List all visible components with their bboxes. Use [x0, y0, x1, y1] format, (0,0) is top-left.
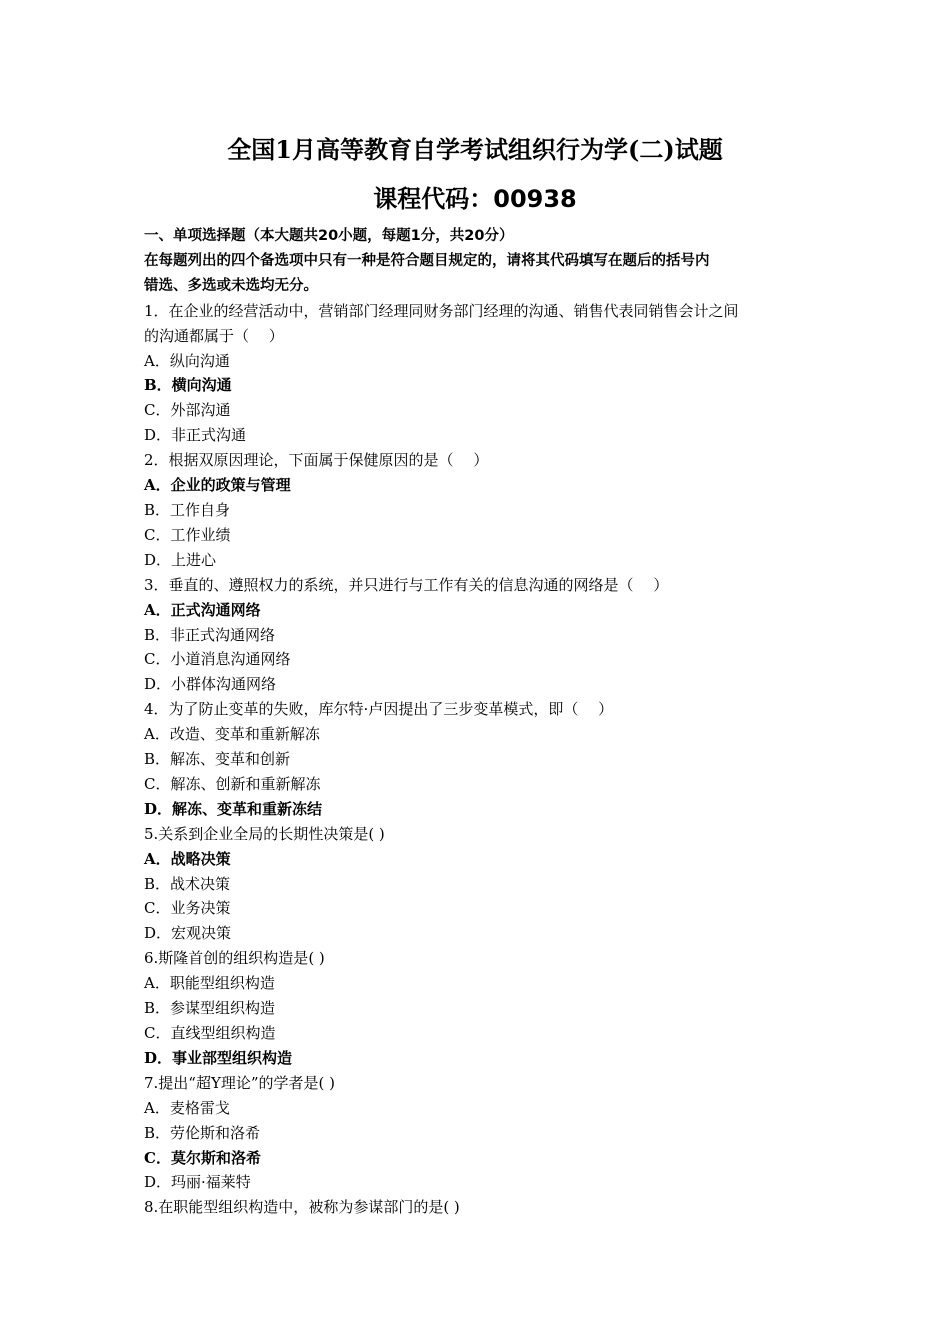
question-8 — [144, 1195, 812, 1220]
option-a-answer: A．正式沟通网络 — [144, 600, 261, 619]
option-b: B．劳伦斯和洛希 — [144, 1123, 261, 1142]
option-a: A．改造、变革和重新解冻 — [144, 725, 320, 744]
document-title: 全国1月高等教育自学考试组织行为学(二)试题 — [227, 135, 723, 164]
option-a: A．麦格雷戈 — [144, 1098, 230, 1117]
option-d-answer: D．解冻、变革和重新冻结 — [144, 799, 323, 818]
option-a: A．职能型组织构造 — [144, 974, 275, 993]
option-b: B．战术决策 — [144, 874, 231, 893]
question-5 — [144, 822, 812, 947]
option-b: B．工作自身 — [144, 500, 231, 519]
option-b: B．参谋型组织构造 — [144, 999, 276, 1018]
course-code: 课程代码：00938 — [373, 185, 577, 213]
option-d: D．玛丽·福莱特 — [144, 1173, 251, 1192]
option-a-answer: A．企业的政策与管理 — [144, 476, 291, 495]
option-b: B．非正式沟通网络 — [144, 625, 276, 644]
document-body — [144, 224, 812, 1220]
question-1 — [144, 299, 812, 448]
question-stem: 1．在企业的经营活动中，营销部门经理同财务部门经理的沟通、销售代表同销售会计之间 — [144, 301, 739, 320]
question-stem: 5.关系到企业全局的长期性决策是( ) — [144, 824, 385, 843]
question-4 — [144, 697, 812, 822]
option-c: C．小道消息沟通网络 — [144, 650, 291, 669]
option-d: D．宏观决策 — [144, 924, 232, 943]
question-stem: 8.在职能型组织构造中，被称为参谋部门的是( ) — [144, 1198, 460, 1217]
option-c: C．外部沟通 — [144, 401, 231, 420]
question-2 — [144, 448, 812, 573]
option-b-answer: B．横向沟通 — [144, 376, 232, 395]
question-3 — [144, 573, 812, 698]
option-c-answer: C．莫尔斯和洛希 — [144, 1148, 261, 1167]
option-a-answer: A．战略决策 — [144, 849, 231, 868]
question-stem: 2．根据双原因理论，下面属于保健原因的是（ ） — [144, 451, 489, 470]
question-stem: 4．为了防止变革的失败，库尔特·卢因提出了三步变革模式，即（ ） — [144, 700, 614, 719]
option-d-answer: D．事业部型组织构造 — [144, 1048, 293, 1067]
option-c: C．工作业绩 — [144, 525, 231, 544]
question-7 — [144, 1071, 812, 1196]
question-stem: 7.提出“超Y理论”的学者是( ) — [144, 1073, 336, 1092]
option-c: C．业务决策 — [144, 899, 231, 918]
option-a: A．纵向沟通 — [144, 351, 230, 370]
instruction-line-2: 错选、多选或未选均无分。 — [144, 277, 318, 294]
question-6 — [144, 946, 812, 1071]
option-c: C．直线型组织构造 — [144, 1024, 276, 1042]
question-stem: 3．垂直的、遵照权力的系统，并只进行与工作有关的信息沟通的网络是（ ） — [144, 575, 669, 594]
question-stem: 6.斯隆首创的组织构造是( ) — [144, 949, 325, 968]
instruction-line-1: 在每题列出的四个备选项中只有一种是符合题目规定的，请将其代码填写在题后的括号内 — [144, 252, 710, 269]
section-heading: 一、单项选择题（本大题共20小题，每题1分，共20分） — [144, 228, 514, 244]
question-stem-continued: 的沟通都属于（ ） — [144, 326, 284, 345]
option-d: D．小群体沟通网络 — [144, 675, 277, 694]
option-d: D．上进心 — [144, 550, 217, 569]
option-c: C．解冻、创新和重新解冻 — [144, 774, 321, 793]
option-d: D．非正式沟通 — [144, 426, 247, 445]
option-b: B．解冻、变革和创新 — [144, 750, 291, 769]
